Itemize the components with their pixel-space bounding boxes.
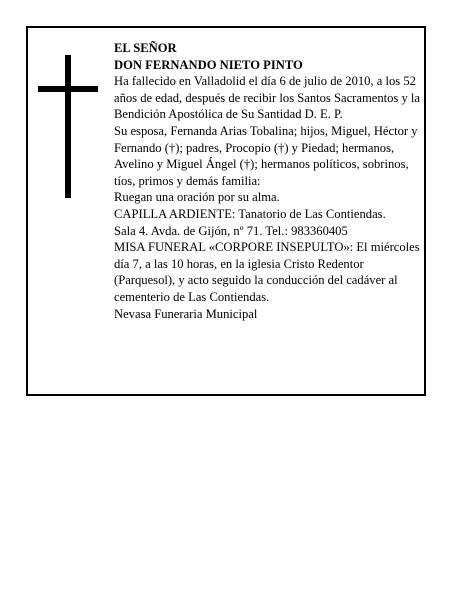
heading-title: EL SEÑOR [114, 41, 177, 55]
obituary-text [114, 40, 420, 322]
funeral-mass-info: MISA FUNERAL «CORPORE INSEPULTO»: El miércoles día 7, a las 10 horas, en la iglesia Cristo Redentor (Parquesol), y acto seguido la conducción del cadáver al cementerio de Las Contiendas. [114, 240, 420, 304]
chapel-address: Sala 4. Avda. de Gijón, nº 71. Tel.: 983360405 [114, 223, 348, 238]
obituary-notice [26, 26, 426, 396]
family-list: Su esposa, Fernanda Arias Tobalina; hijos, Miguel, Héctor y Fernando (†); padres, Procopio (†) y Piedad; hermanos, Avelino y Miguel Ángel (†); hermanos políticos, sobrinos, tíos, primos y demás familia: [114, 123, 418, 188]
chapel-location: CAPILLA ARDIENTE: Tanatorio de Las Contiendas. [114, 206, 386, 221]
prayer-request: Ruegan una oración por su alma. [114, 190, 280, 205]
deceased-name: DON FERNANDO NIETO PINTO [114, 57, 303, 72]
death-announcement: Ha fallecido en Valladolid el día 6 de julio de 2010, a los 52 años de edad, después de recibir los Santos Sacramentos y la Bendición Apostólica de Su Santidad D. E. P. [114, 74, 421, 122]
funeral-home: Nevasa Funeraria Municipal [114, 306, 258, 321]
latin-cross-icon [38, 55, 98, 198]
